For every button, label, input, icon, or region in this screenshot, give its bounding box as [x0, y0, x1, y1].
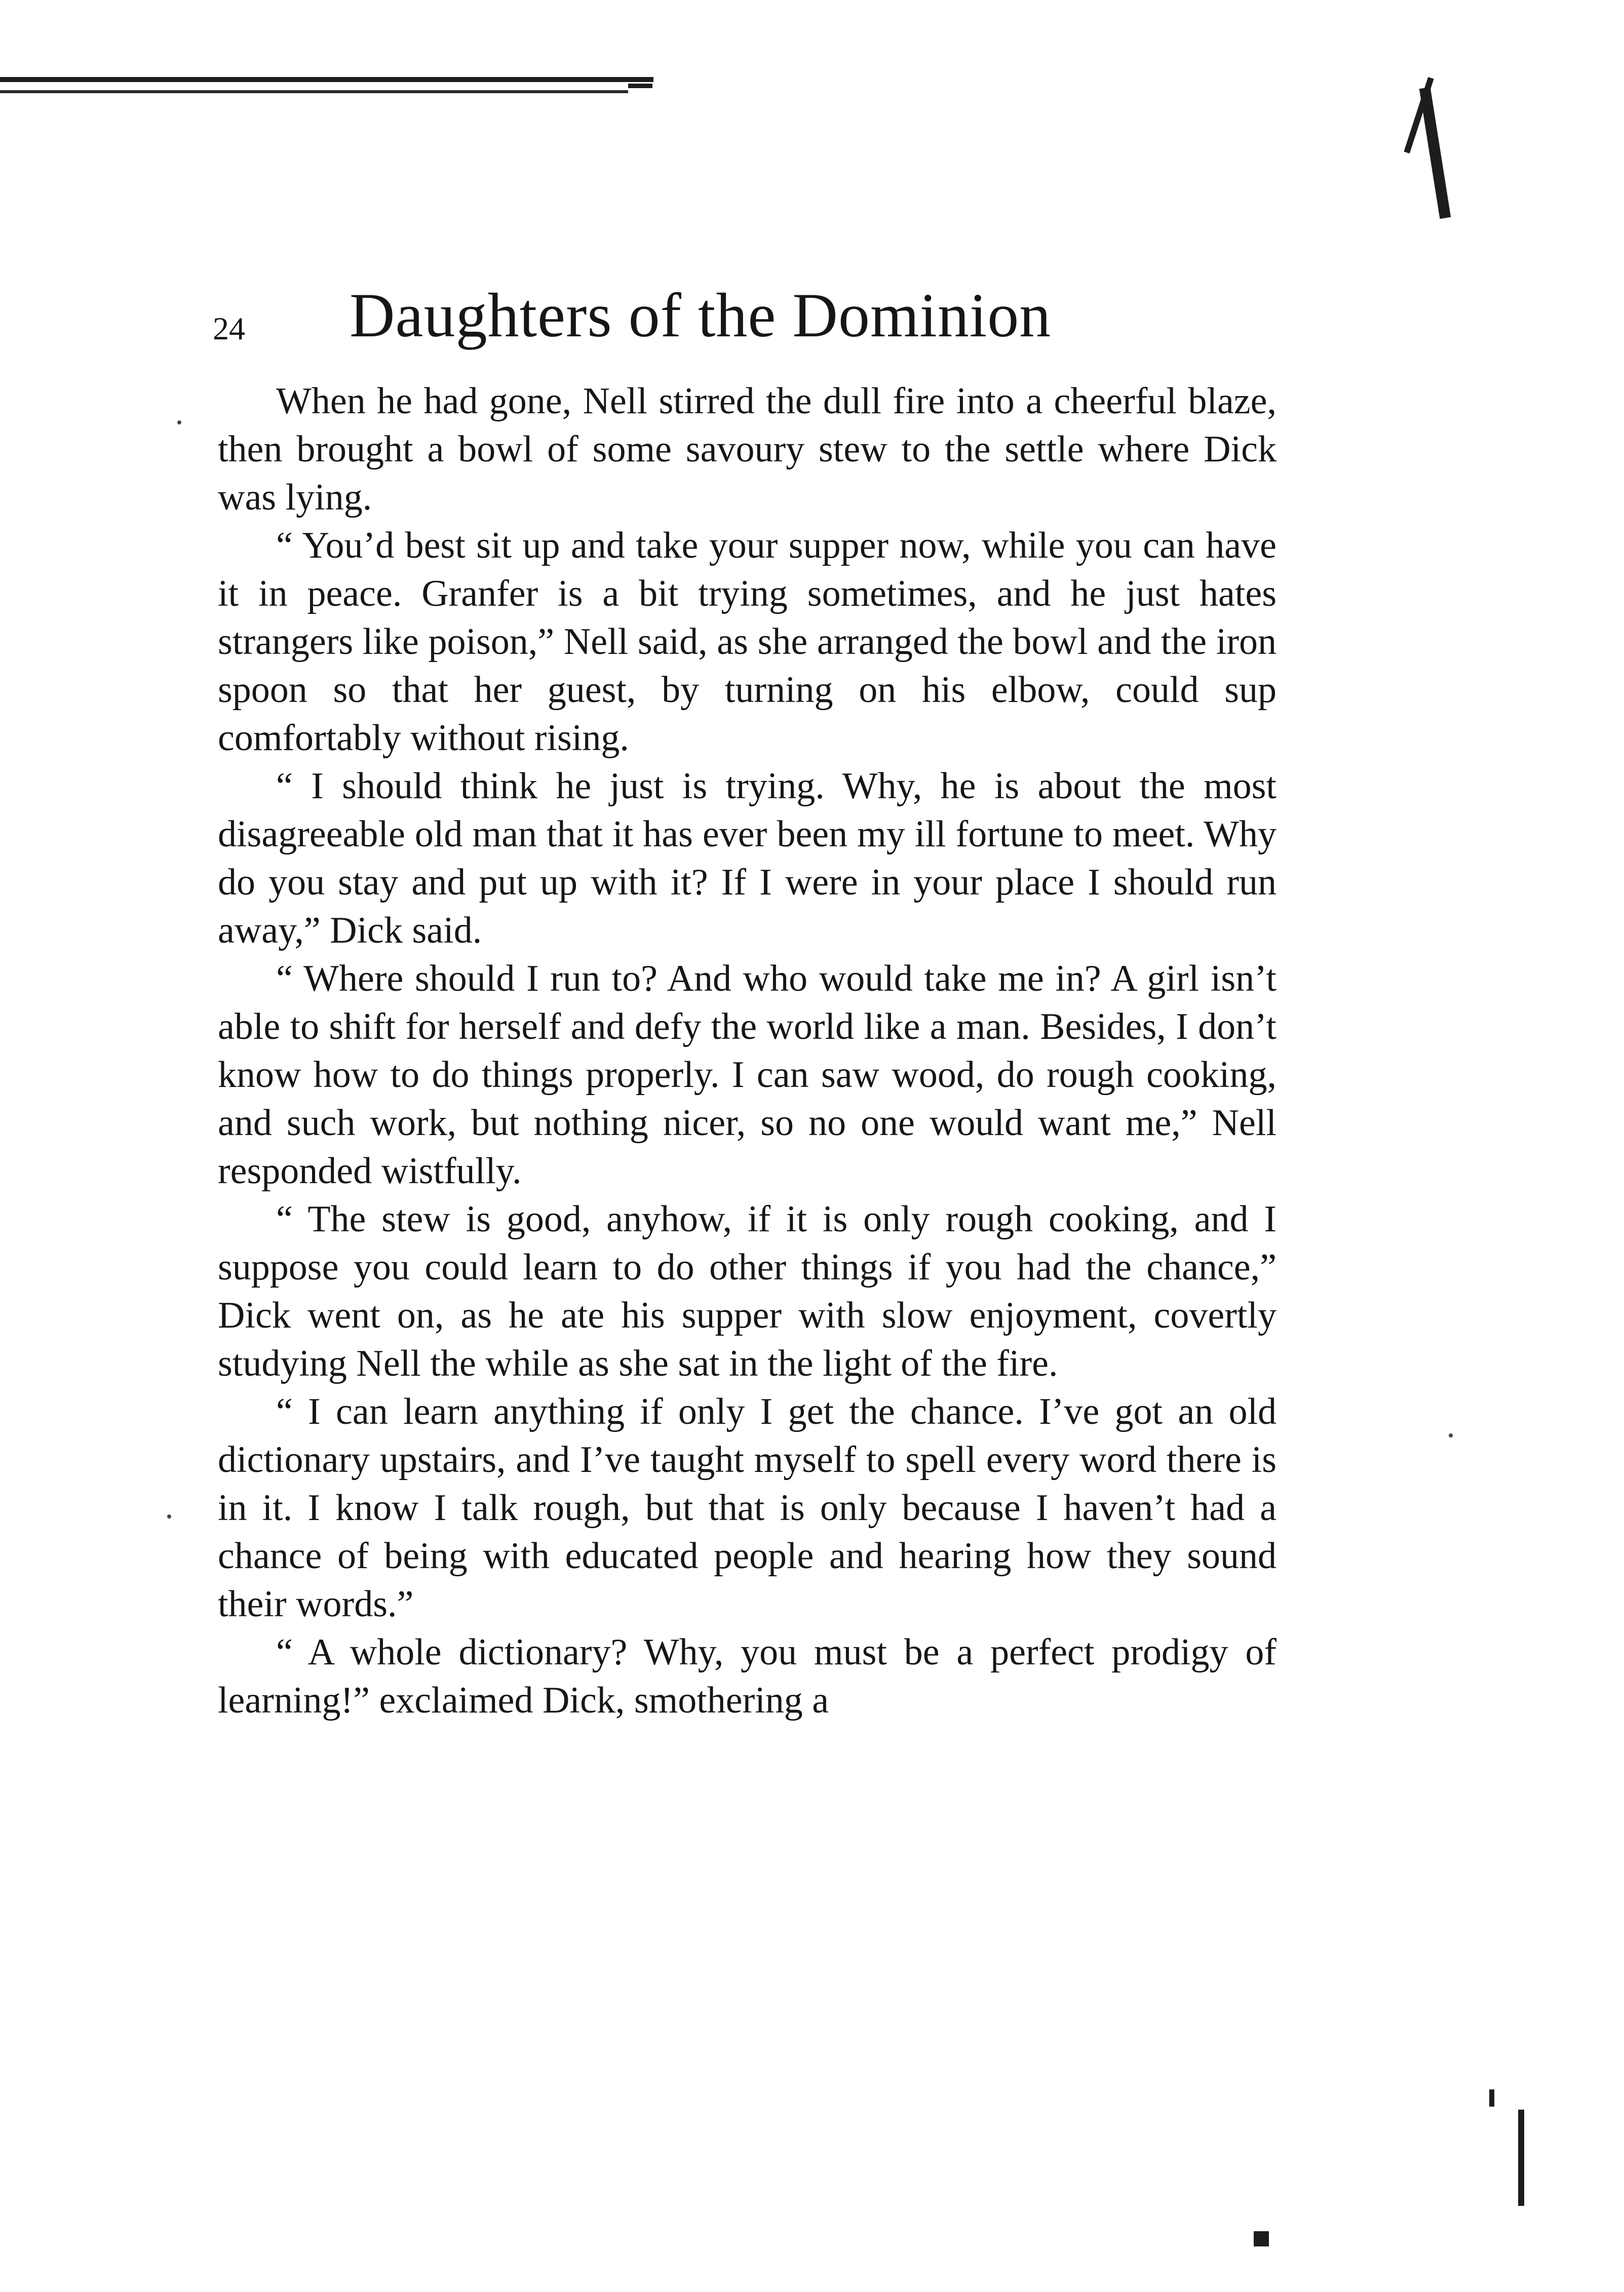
scan-edge-rule	[0, 77, 653, 82]
scan-edge-rule	[0, 90, 628, 93]
scan-edge-mark	[1489, 2089, 1494, 2107]
body-text	[218, 377, 1277, 2013]
scan-edge-rule	[628, 84, 652, 88]
paragraph: “ The stew is good, anyhow, if it is only rough cooking, and I suppose you could learn to do other things if you had the chance,” Dick went on, as he ate his supper with slow enjoyment, covertly studying Nell the while as she sat in the light of the fire.	[218, 1198, 1277, 1384]
paragraph: “ I should think he just is trying. Why, he is about the most disagreeable old man that it has ever been my ill fortune to meet. Why do you stay and put up with it? If I were in your place I should run away,” Dick said.	[218, 765, 1277, 951]
page-number: 24	[213, 310, 245, 346]
paragraph: “ A whole dictionary? Why, you must be a perfect prodigy of learning!” exclaimed Dick, smothering a	[218, 1631, 1277, 1721]
paragraph: When he had gone, Nell stirred the dull fire into a cheerful blaze, then brought a bowl of some savoury stew to the settle where Dick was lying.	[218, 380, 1277, 518]
paragraph: “ Where should I run to? And who would take me in? A girl isn’t able to shift for herself and defy the world like a man. Besides, I don’t know how to do things properly. I can saw wood, do rough cooking, and such work, but nothing nicer, so no one would want me,” Nell responded wistfully.	[218, 958, 1277, 1192]
paragraph: “ You’d best sit up and take your supper now, while you can have it in peace. Granfer is a bit trying sometimes, and he just hates strangers like poison,” Nell said, as she arranged the bowl and the iron spoon so that her guest, by turning on his elbow, could sup comfortably without rising.	[218, 525, 1277, 759]
scan-edge-mark	[1518, 2110, 1524, 2206]
scan-speck	[1449, 1433, 1453, 1438]
scan-speck	[167, 1514, 171, 1519]
scan-speck	[177, 420, 181, 424]
scan-edge-mark	[1254, 2231, 1269, 2246]
running-title: Daughters of the Dominion	[350, 281, 1052, 350]
page-header	[213, 281, 1307, 352]
paragraph: “ I can learn anything if only I get the chance. I’ve got an old dictionary upstairs, and I’ve taught myself to spell every word there is in it. I know I talk rough, but that is only because I haven’t had a chance of being with educated people and hearing how they sound their words.”	[218, 1391, 1277, 1625]
